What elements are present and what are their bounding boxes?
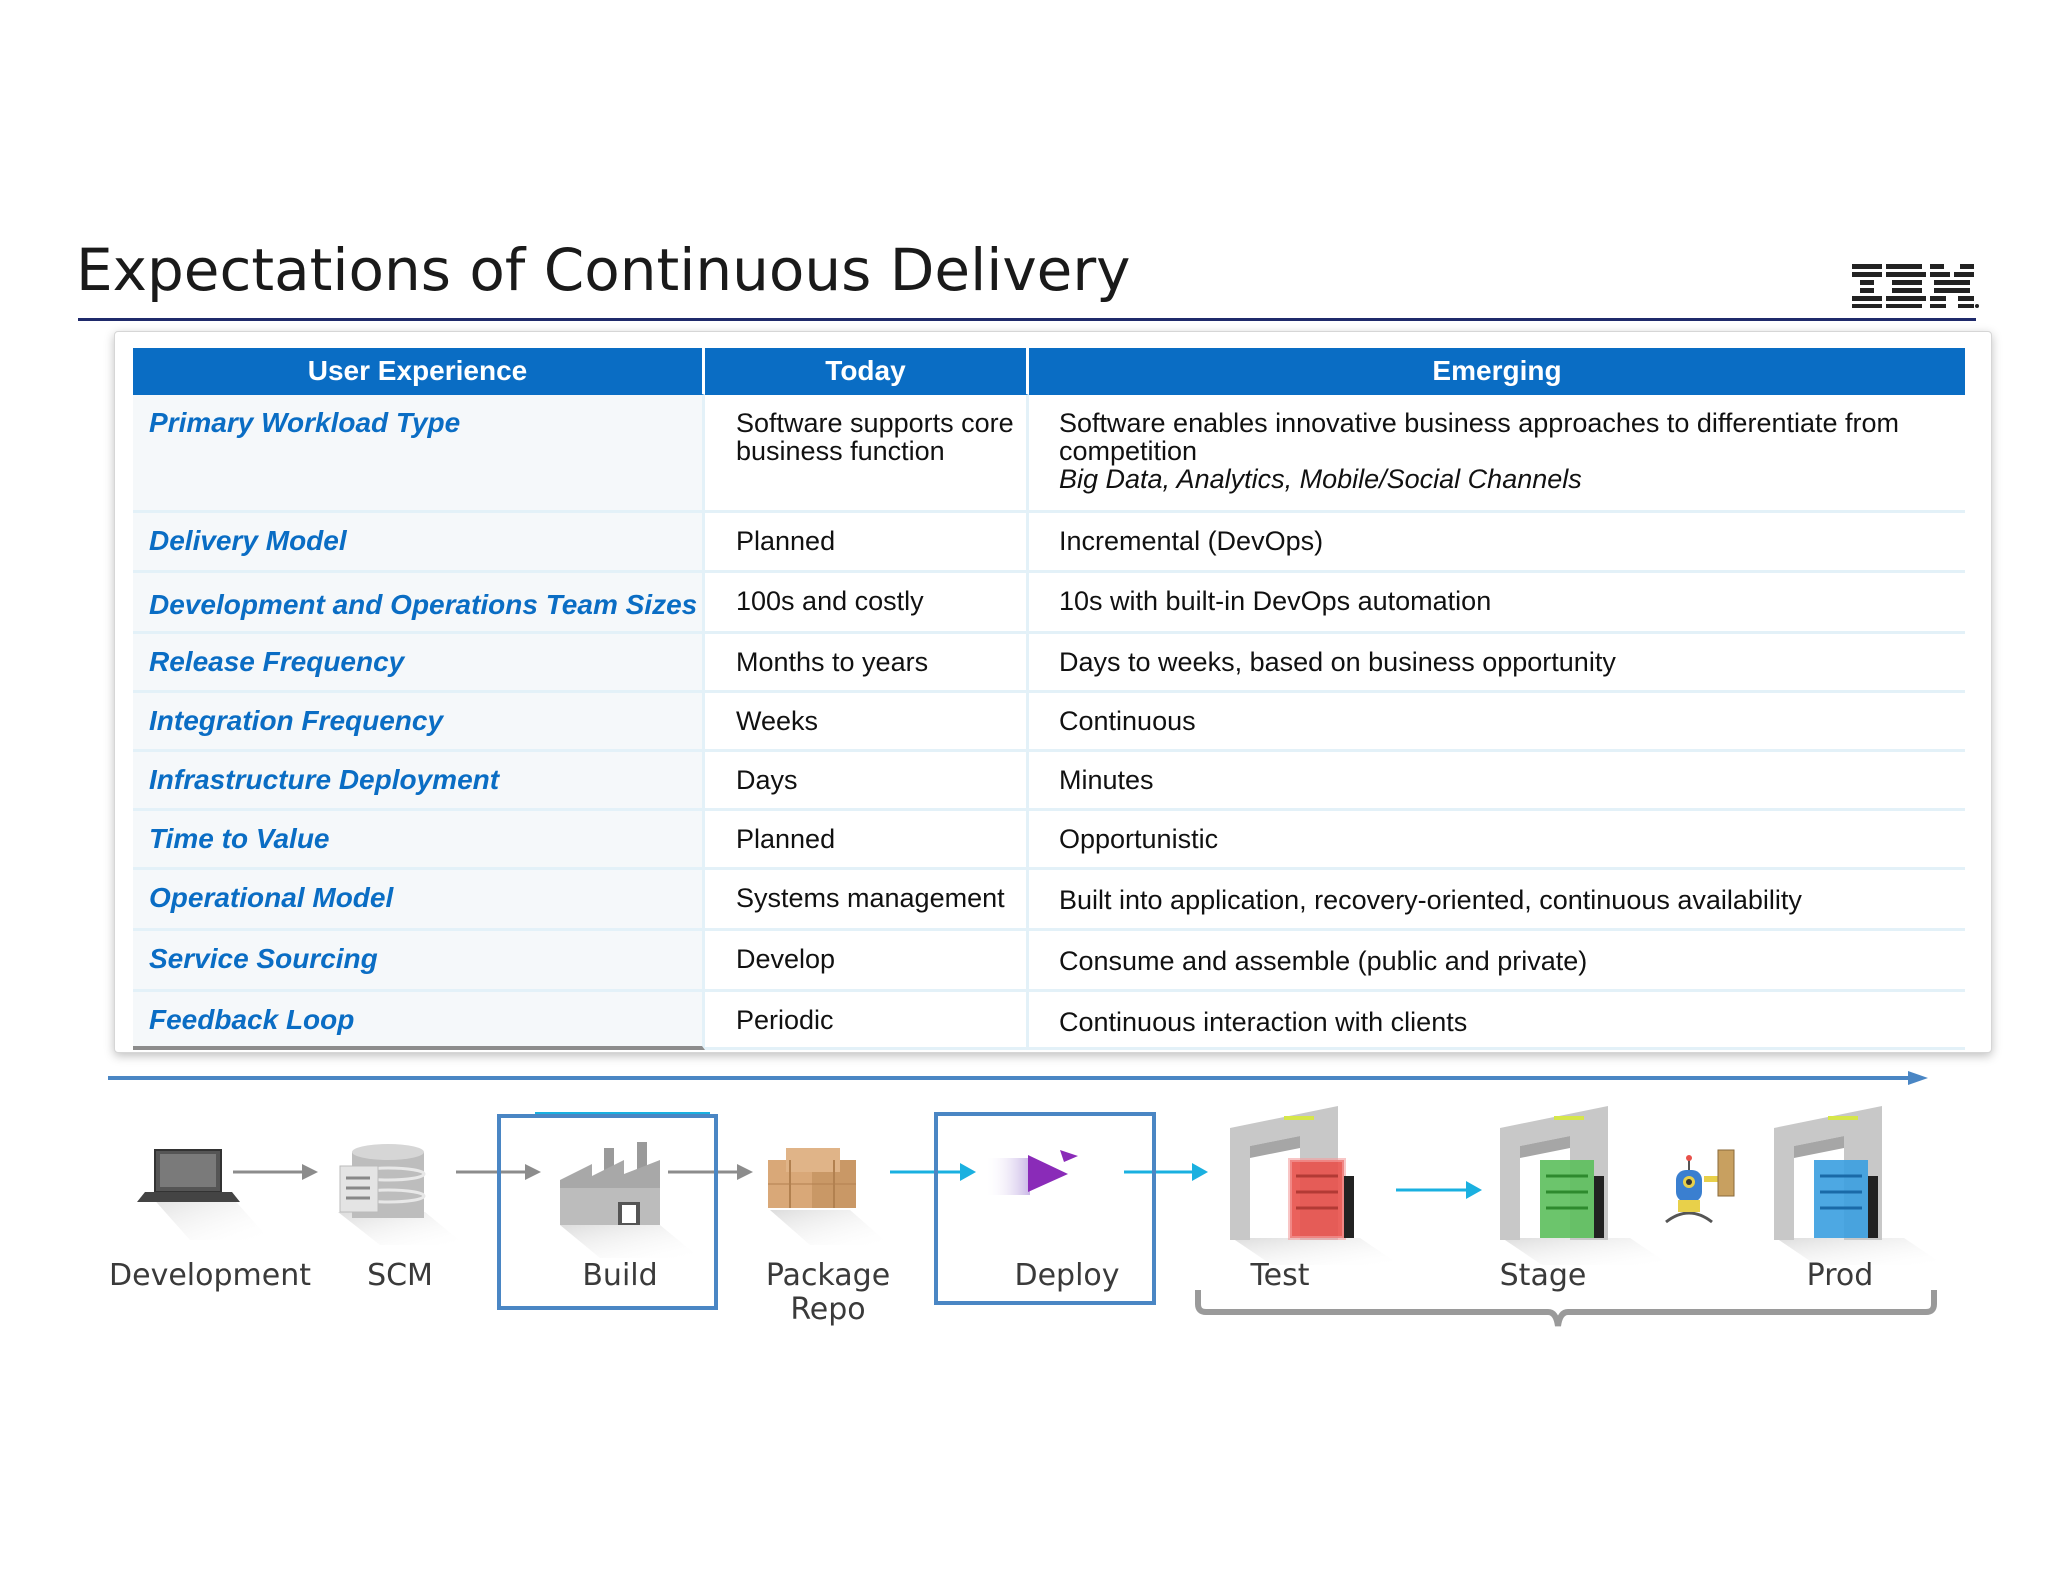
row-emerging: Built into application, recovery-oriented, continuous availability [1029, 870, 1965, 931]
label-prod: Prod [1806, 1258, 1874, 1293]
robot-icon [1666, 1150, 1734, 1222]
row-label: Release Frequency [133, 634, 705, 693]
label-package: Package [765, 1258, 891, 1293]
row-label: Service Sourcing [133, 931, 705, 992]
header-user-experience: User Experience [133, 348, 705, 395]
row-emerging: Opportunistic [1029, 811, 1965, 870]
row-label: Infrastructure Deployment [133, 752, 705, 811]
arrow-icon [1396, 1181, 1482, 1199]
slide-title: Expectations of Continuous Delivery [76, 236, 1131, 304]
row-label: Delivery Model [133, 513, 705, 573]
row-emerging: Incremental (DevOps) [1029, 513, 1965, 573]
row-label: Time to Value [133, 811, 705, 870]
row-label: Development and Operations Team Sizes [133, 573, 705, 634]
row-emerging: 10s with built-in DevOps automation [1029, 573, 1965, 634]
row-emerging-text: Software enables innovative business approaches to differentiate from competition [1059, 408, 1900, 466]
environment-brace [1198, 1290, 1934, 1326]
stage-server-icon [1500, 1106, 1670, 1265]
label-build: Build [582, 1258, 658, 1293]
row-today: Weeks [705, 693, 1029, 752]
package-boxes-icon [768, 1148, 890, 1245]
prod-server-icon [1774, 1106, 1944, 1265]
row-today: Planned [705, 811, 1029, 870]
row-today: 100s and costly [705, 573, 1029, 634]
row-label: Primary Workload Type [133, 395, 705, 513]
row-today: Days [705, 752, 1029, 811]
label-repo: Repo [790, 1292, 866, 1327]
row-emerging: Days to weeks, based on business opportunity [1029, 634, 1965, 693]
row-emerging: Consume and assemble (public and private) [1029, 931, 1965, 992]
row-emerging: Minutes [1029, 752, 1965, 811]
database-icon [338, 1144, 465, 1245]
label-stage: Stage [1499, 1258, 1587, 1293]
laptop-icon [137, 1150, 270, 1240]
row-label: Feedback Loop [133, 992, 705, 1050]
test-server-icon [1230, 1106, 1400, 1265]
row-today: Planned [705, 513, 1029, 573]
label-scm: SCM [367, 1258, 433, 1293]
row-label: Integration Frequency [133, 693, 705, 752]
header-emerging: Emerging [1029, 348, 1965, 395]
arrow-icon [233, 1164, 318, 1180]
label-test: Test [1250, 1258, 1310, 1293]
label-development: Development [109, 1258, 311, 1293]
label-deploy: Deploy [1014, 1258, 1120, 1293]
row-emerging: Continuous interaction with clients [1029, 992, 1965, 1050]
row-today: Software supports core business function [705, 395, 1029, 513]
row-today: Periodic [705, 992, 1029, 1050]
row-emerging: Continuous [1029, 693, 1965, 752]
row-today: Months to years [705, 634, 1029, 693]
row-today: Develop [705, 931, 1029, 992]
row-emerging-subtext: Big Data, Analytics, Mobile/Social Channels [1059, 464, 1582, 494]
header-today: Today [705, 348, 1029, 395]
row-label: Operational Model [133, 870, 705, 931]
row-today: Systems management [705, 870, 1029, 931]
